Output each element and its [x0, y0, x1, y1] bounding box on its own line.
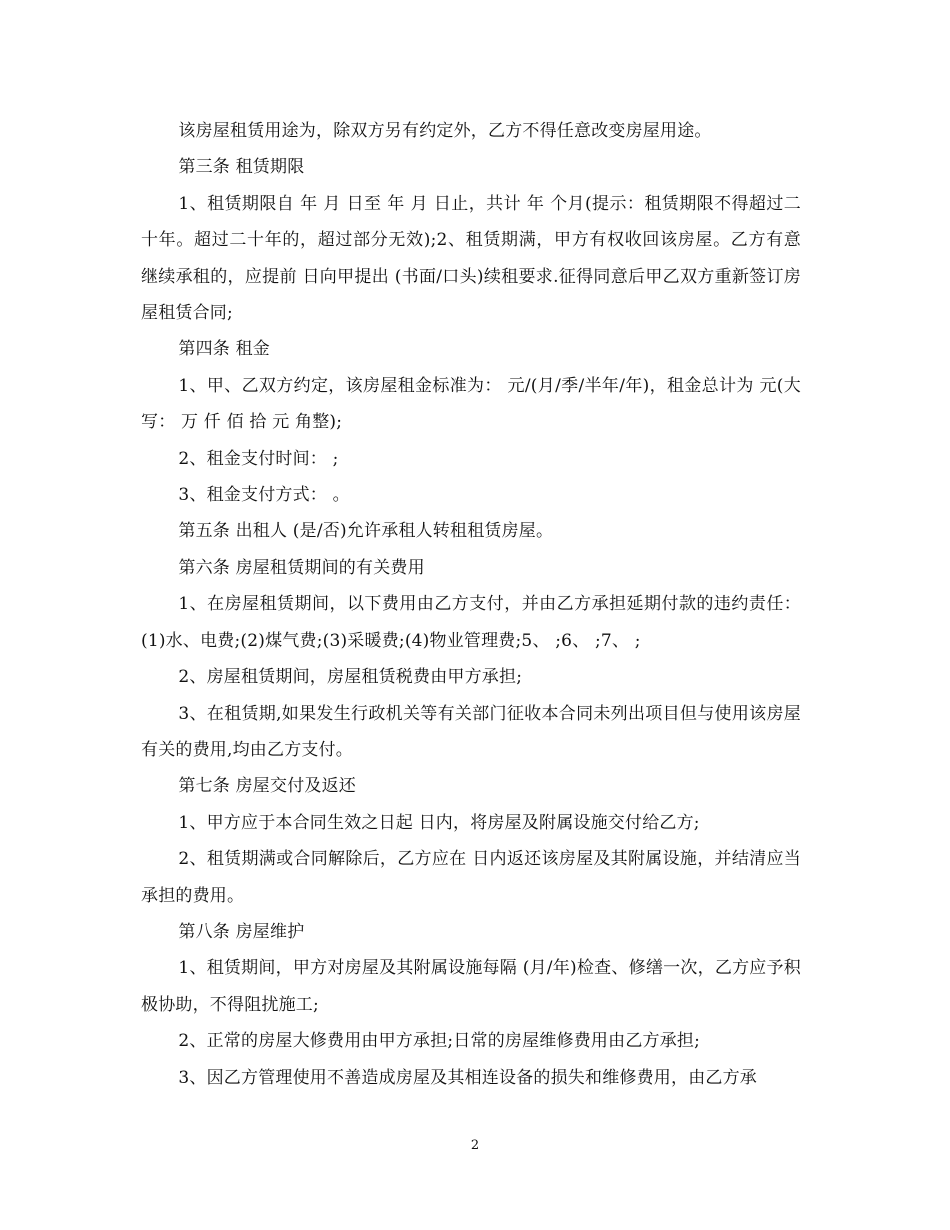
heading-article-4: 第四条 租金	[178, 339, 270, 360]
paragraph-fees-other: 3、在租赁期,如果发生行政机关等有关部门征收本合同未列出项目但与使用该房屋有关的费用,均由乙方支付。	[141, 703, 801, 760]
heading-article-7: 第七条 房屋交付及返还	[178, 776, 356, 797]
heading-article-8: 第八条 房屋维护	[178, 921, 305, 942]
heading-article-6: 第六条 房屋租赁期间的有关费用	[178, 557, 425, 578]
heading-article-3: 第三条 租赁期限	[178, 157, 305, 178]
heading-article-5: 第五条 出租人 (是/否)允许承租人转租租赁房屋。	[178, 521, 554, 542]
paragraph-fees-tenant: 1、在房屋租赁期间，以下费用由乙方支付，并由乙方承担延期付款的违约责任：(1)水、电费;(2)煤气费;(3)采暖费;(4)物业管理费;5、 ;6、 ;7、 ;	[141, 594, 801, 651]
page-number: 2	[470, 1138, 480, 1153]
paragraph-delivery: 1、甲方应于本合同生效之日起 日内，将房屋及附属设施交付给乙方;	[178, 812, 700, 833]
paragraph-usage: 该房屋租赁用途为，除双方另有约定外，乙方不得任意改变房屋用途。	[178, 121, 712, 141]
paragraph-return: 2、租赁期满或合同解除后，乙方应在 日内返还该房屋及其附属设施，并结清应当承担的费用。	[141, 849, 801, 906]
paragraph-damage: 3、因乙方管理使用不善造成房屋及其相连设备的损失和维修费用，由乙方承	[178, 1067, 758, 1088]
paragraph-repair-costs: 2、正常的房屋大修费用由甲方承担;日常的房屋维修费用由乙方承担;	[178, 1031, 701, 1052]
paragraph-fees-tax: 2、房屋租赁期间，房屋租赁税费由甲方承担;	[178, 667, 523, 688]
paragraph-inspection: 1、租赁期间，甲方对房屋及其附属设施每隔 (月/年)检查、修缮一次，乙方应予积极协助，不得阻扰施工;	[141, 958, 801, 1015]
paragraph-rent-time: 2、租金支付时间： ;	[178, 448, 339, 469]
contract-body	[141, 113, 801, 1096]
paragraph-lease-term: 1、租赁期限自 年 月 日至 年 月 日止，共计 年 个月(提示：租赁期限不得超过二十年。超过二十年的，超过部分无效);2、租赁期满，甲方有权收回该房屋。乙方有意继续承租的，应提前 日向甲提出 (书面/口头)续租要求.征得同意后甲乙双方重新签订房屋租赁合同;	[141, 193, 801, 324]
paragraph-rent-standard: 1、甲、乙双方约定，该房屋租金标准为： 元/(月/季/半年/年)，租金总计为 元(大写： 万 仟 佰 拾 元 角整);	[141, 375, 801, 433]
paragraph-rent-method: 3、租金支付方式： 。	[178, 485, 350, 506]
